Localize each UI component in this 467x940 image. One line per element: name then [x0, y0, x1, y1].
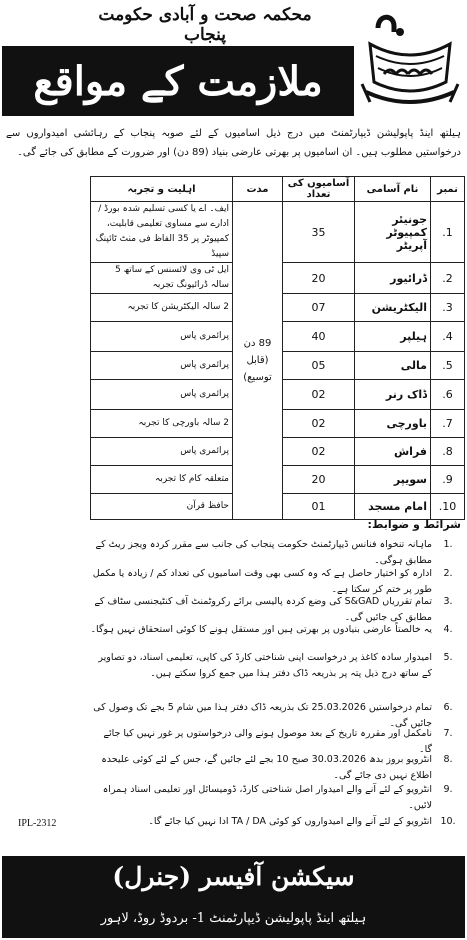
intro-paragraph: ہیلتھ اینڈ پاپولیشن ڈیپارٹمنٹ میں درج ذیل اسامیوں کے لئے صوبہ پنجاب کے رہائشی امیدواروں سے درخواستیں مطلوب ہیں۔ ان اسامیوں پر بھرتی عارضی بنیاد (89 دن) اور ضرورت کے مطابق کی جائے گی۔	[6, 128, 461, 158]
section-officer-title: سیکشن آفیسر (جنرل)	[112, 862, 355, 891]
qualification-cell: پرائمری پاس	[91, 322, 233, 352]
count-cell: 20	[283, 466, 355, 494]
header-post-name: نام آسامی	[355, 177, 431, 202]
term-number: 8.	[443, 754, 453, 765]
term-item	[90, 752, 464, 784]
table-row	[91, 202, 465, 263]
post-cell: سویپر	[355, 466, 431, 494]
term-number: 4.	[443, 624, 453, 635]
term-text: تمام درخواستیں 25.03.2026 تک بذریعہ ڈاک دفتر ہذا میں شام 5 بجے تک وصول کی جائیں گی۔	[93, 702, 432, 729]
term-item	[90, 782, 464, 814]
term-number: 9.	[443, 784, 453, 795]
count-cell: 07	[283, 294, 355, 322]
term-number: 5.	[443, 652, 453, 663]
term-text: انٹرویو بروز بدھ 30.03.2026 صبح 10 بجے لئے جائیں گے، جس کے لئے کوئی علیحدہ اطلاع نہیں دی جائے گی۔	[101, 754, 432, 781]
header-post-count: آسامیوں کی تعداد	[283, 177, 355, 202]
qualification-cell: ایل ٹی وی لائسنس کے ساتھ 5 سالہ ڈرائیونگ تجربہ	[91, 263, 233, 294]
qualification-cell: 2 سالہ باورچی کا تجربہ	[91, 410, 233, 438]
term-number: 2.	[443, 568, 453, 579]
qualification-cell: پرائمری پاس	[91, 438, 233, 466]
post-cell: الیکٹریشن	[355, 294, 431, 322]
term-text: انٹرویو کے لئے آنے والے امیدوار اصل شناختی کارڈ، ڈومیسائل اور تعلیمی اسناد ہمراہ لائیں۔	[102, 784, 432, 811]
post-cell: ہیلپر	[355, 322, 431, 352]
count-cell: 35	[283, 202, 355, 263]
post-cell: امام مسجد	[355, 494, 431, 520]
qualification-cell: پرائمری پاس	[91, 380, 233, 410]
term-item	[90, 537, 464, 569]
serial-cell: 8.	[431, 438, 465, 466]
count-cell: 02	[283, 410, 355, 438]
ipl-code: IPL-2312	[18, 818, 57, 829]
count-cell: 02	[283, 438, 355, 466]
post-cell: ڈرائیور	[355, 263, 431, 294]
serial-cell: 3.	[431, 294, 465, 322]
department-address: ہیلتھ اینڈ پاپولیشن ڈیپارٹمنٹ 1- بردوڈ روڈ، لاہور	[100, 911, 367, 926]
term-number: 3.	[443, 596, 453, 607]
seal-graphic	[356, 10, 464, 118]
term-text: انٹرویو کے لئے آنے والے امیدواروں کو کوئی TA / DA ادا نہیں کیا جائے گا۔	[148, 816, 432, 827]
banner-title: ملازمت کے مواقع	[33, 57, 323, 105]
serial-cell: 5.	[431, 352, 465, 380]
post-cell: ڈاک رنر	[355, 380, 431, 410]
term-text: یہ خالصتاً عارضی بنیادوں پر بھرتی ہیں اور مستقل ہونے کا کوئی استحقاق نہیں ہوگا۔	[90, 624, 432, 635]
term-text: نامکمل اور مقررہ تاریخ کے بعد موصول ہونے والی درخواستوں پر غور نہیں کیا جائے گا۔	[103, 728, 432, 755]
term-text: ماہانہ تنخواہ فنانس ڈیپارٹمنٹ حکومت پنجاب کی جانب سے مقرر کردہ ویجز ریٹ کے مطابق ہوگی۔	[95, 539, 432, 566]
serial-cell: 2.	[431, 263, 465, 294]
job-opportunities-banner	[2, 46, 354, 116]
count-cell: 01	[283, 494, 355, 520]
term-number: 6.	[443, 702, 453, 713]
qualification-cell: حافظ قرآن	[91, 494, 233, 520]
serial-cell: 1.	[431, 202, 465, 263]
term-text: امیدوار سادہ کاغذ پر درخواست اپنی شناختی کارڈ کی کاپی، تعلیمی اسناد، دو تصاویر کے ساتھ درج ذیل پتہ پر بذریعہ ڈاک دفتر ہذا میں جمع کروا سکتے ہیں۔	[98, 652, 432, 679]
serial-cell: 10.	[431, 494, 465, 520]
table-header-row	[91, 177, 465, 202]
qualification-cell: ایف۔ اے یا کسی تسلیم شدہ بورڈ / ادارے سے مساوی تعلیمی قابلیت، کمپیوٹر پر 35 الفاظ فی منٹ ٹائپنگ سپیڈ	[91, 202, 233, 263]
serial-cell: 6.	[431, 380, 465, 410]
serial-cell: 9.	[431, 466, 465, 494]
count-cell: 05	[283, 352, 355, 380]
term-number: 7.	[443, 728, 453, 739]
post-cell: مالی	[355, 352, 431, 380]
serial-cell: 7.	[431, 410, 465, 438]
department-title: محکمہ صحت و آبادی حکومت پنجاب	[98, 5, 312, 45]
term-item	[90, 622, 464, 638]
qualification-cell: 2 سالہ الیکٹریشن کا تجربہ	[91, 294, 233, 322]
term-text: ادارہ کو اختیار حاصل ہے کہ وہ کسی بھی وقت اسامیوں کی تعداد کم / زیادہ یا مکمل طور پر ختم کر سکتا ہے۔	[92, 568, 432, 595]
serial-cell: 4.	[431, 322, 465, 352]
term-number: 1.	[443, 539, 453, 550]
header-serial: نمبر	[431, 177, 465, 202]
term-number: 10.	[440, 816, 456, 827]
term-item	[90, 814, 464, 830]
count-cell: 02	[283, 380, 355, 410]
count-cell: 40	[283, 322, 355, 352]
term-text: تمام تقرریاں S&GAD کی وضع کردہ پالیسی برائے رکروٹمنٹ آف کنٹیجنسی سٹاف کے مطابق کی جائیں گی۔	[94, 596, 432, 623]
duration-cell: 89 دن (قابل توسیع)	[233, 202, 283, 520]
footer-banner	[2, 856, 465, 938]
count-cell: 20	[283, 263, 355, 294]
term-item	[90, 650, 464, 682]
punjab-government-seal-icon	[356, 10, 464, 118]
post-cell: باورچی	[355, 410, 431, 438]
terms-heading: شرائط و ضوابط:	[367, 518, 461, 531]
qualification-cell: متعلقہ کام کا تجربہ	[91, 466, 233, 494]
post-cell: جونیئر کمپیوٹر آپریٹر	[355, 202, 431, 263]
post-cell: فراش	[355, 438, 431, 466]
header-duration: مدت	[233, 177, 283, 202]
header-qualification: اہلیت و تجربہ	[91, 177, 233, 202]
vacancies-table	[90, 176, 465, 520]
qualification-cell: پرائمری پاس	[91, 352, 233, 380]
